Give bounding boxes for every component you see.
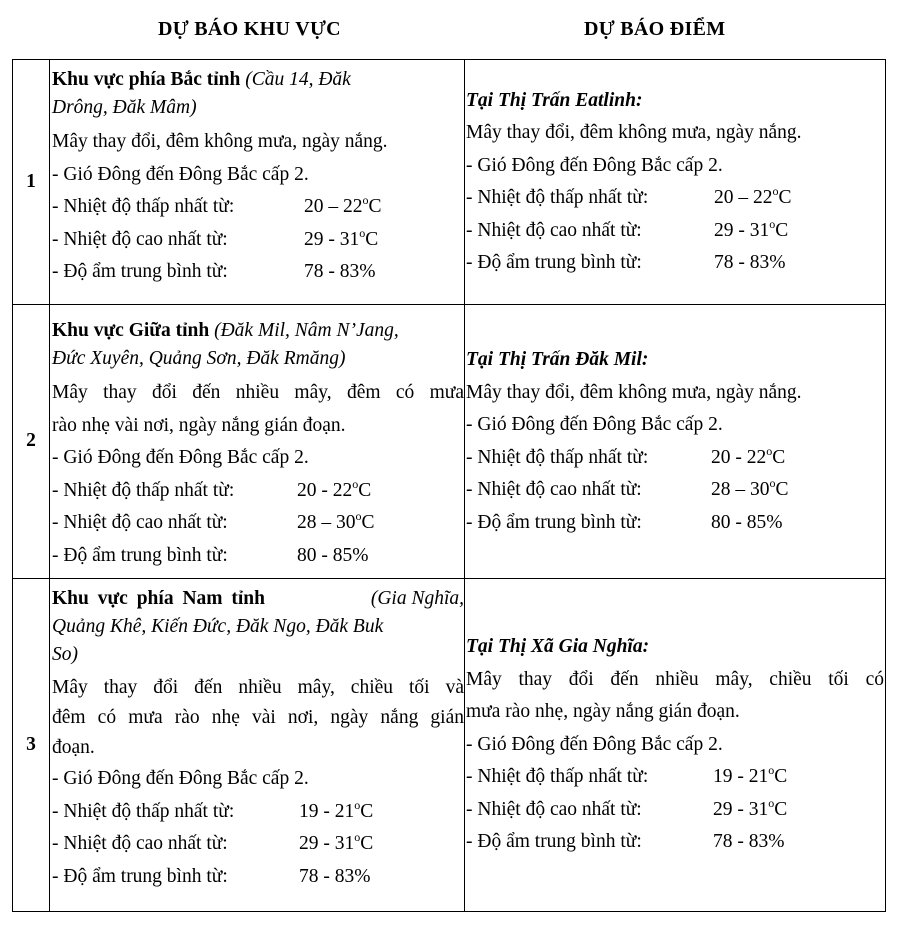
- point-wind: - Gió Đông đến Đông Bắc cấp 2.: [466, 733, 723, 755]
- point-forecast-heading: DỰ BÁO ĐIỂM: [584, 18, 726, 40]
- area-humidity: - Độ ẩm trung bình từ: 80 - 85%: [52, 544, 369, 566]
- point-summary: Mây thay đổi, đêm không mưa, ngày nắng.: [466, 122, 802, 143]
- area-summary: Mây thay đổi đến nhiều mây, chiều tối và: [52, 677, 464, 698]
- row-number: 1: [13, 60, 50, 305]
- area-forecast-cell: [50, 60, 465, 305]
- area-title: [52, 305, 464, 373]
- point-summary: Mây thay đổi đến nhiều mây, chiều tối có: [466, 668, 884, 690]
- forecast-row-3: [13, 579, 886, 912]
- point-min-temp: - Nhiệt độ thấp nhất từ: 19 - 21$^o$C: [466, 763, 788, 788]
- area-summary: Mây thay đổi đến nhiều mây, đêm có mưa: [52, 382, 464, 403]
- row-number: 3: [13, 579, 50, 912]
- area-min-temp: - Nhiệt độ thấp nhất từ: 20 – 22$^o$C: [52, 193, 382, 217]
- area-places-end: So): [52, 644, 78, 665]
- point-forecast-cell: [465, 60, 886, 305]
- area-min-temp: - Nhiệt độ thấp nhất từ: 20 - 22$^o$C: [52, 476, 372, 501]
- area-max-temp: - Nhiệt độ cao nhất từ: 28 – 30$^o$C: [52, 509, 375, 533]
- area-wind: - Gió Đông đến Đông Bắc cấp 2.: [52, 768, 309, 789]
- area-places: (Gia Nghĩa,: [370, 588, 464, 609]
- point-max-temp: - Nhiệt độ cao nhất từ: 29 - 31$^o$C: [466, 216, 789, 241]
- area-title: [52, 579, 464, 669]
- point-humidity: - Độ ẩm trung bình từ: 80 - 85%: [466, 511, 783, 533]
- area-places-cont: Drông, Đăk Mâm): [52, 97, 197, 118]
- point-max-temp: - Nhiệt độ cao nhất từ: 29 - 31$^o$C: [466, 795, 788, 820]
- area-summary-cont: đêm có mưa rào nhẹ vài nơi, ngày nắng gián: [52, 707, 464, 728]
- point-summary-cont: mưa rào nhẹ, ngày nắng gián đoạn.: [466, 701, 740, 723]
- row-number: 2: [13, 305, 50, 579]
- area-title: [52, 60, 464, 122]
- area-max-temp: - Nhiệt độ cao nhất từ: 29 - 31$^o$C: [52, 225, 379, 250]
- area-summary-end: đoạn.: [52, 737, 95, 758]
- area-wind: - Gió Đông đến Đông Bắc cấp 2.: [52, 447, 309, 468]
- point-min-temp: - Nhiệt độ thấp nhất từ: 20 – 22$^o$C: [466, 184, 792, 208]
- point-forecast-cell: [465, 305, 886, 579]
- forecast-row-2: [13, 305, 886, 579]
- area-max-temp: - Nhiệt độ cao nhất từ: 29 - 31$^o$C: [52, 830, 374, 854]
- point-min-temp: - Nhiệt độ thấp nhất từ: 20 - 22$^o$C: [466, 443, 786, 468]
- area-forecast-cell: [50, 305, 465, 579]
- point-wind: - Gió Đông đến Đông Bắc cấp 2.: [466, 154, 723, 176]
- area-name: Khu vực phía Nam tỉnh: [52, 588, 265, 609]
- area-min-temp: - Nhiệt độ thấp nhất từ: 19 - 21$^o$C: [52, 797, 374, 822]
- area-name: Khu vực phía Bắc tỉnh: [52, 69, 241, 90]
- point-forecast-cell: [465, 579, 886, 912]
- area-forecast-cell: [50, 579, 465, 912]
- area-places: (Cầu 14, Đăk: [245, 69, 351, 90]
- point-humidity: - Độ ẩm trung bình từ: 78 - 83%: [466, 252, 786, 273]
- area-places-cont: Đức Xuyên, Quảng Sơn, Đăk Rmăng): [52, 348, 346, 369]
- area-name: Khu vực Giữa tỉnh: [52, 320, 210, 341]
- point-name: Tại Thị Trấn Đăk Mil:: [466, 349, 649, 370]
- area-places: (Đăk Mil, Nâm N’Jang,: [214, 320, 399, 341]
- point-name: Tại Thị Trấn Eatlinh:: [466, 89, 643, 111]
- point-wind: - Gió Đông đến Đông Bắc cấp 2.: [466, 414, 723, 435]
- area-places-cont: Quảng Khê, Kiến Đức, Đăk Ngo, Đăk Buk: [52, 616, 384, 637]
- area-summary-cont: rào nhẹ vài nơi, ngày nắng gián đoạn.: [52, 414, 346, 436]
- area-humidity: - Độ ẩm trung bình từ: 78 - 83%: [52, 261, 376, 282]
- area-forecast-heading: DỰ BÁO KHU VỰC: [158, 18, 341, 40]
- point-max-temp: - Nhiệt độ cao nhất từ: 28 – 30$^o$C: [466, 476, 789, 500]
- area-wind: - Gió Đông đến Đông Bắc cấp 2.: [52, 163, 309, 185]
- area-humidity: - Độ ẩm trung bình từ: 78 - 83%: [52, 865, 371, 887]
- forecast-row-1: [13, 60, 886, 305]
- point-summary: Mây thay đổi, đêm không mưa, ngày nắng.: [466, 381, 802, 403]
- point-name: Tại Thị Xã Gia Nghĩa:: [466, 636, 650, 658]
- area-summary: Mây thay đổi, đêm không mưa, ngày nắng.: [52, 131, 388, 152]
- point-humidity: - Độ ẩm trung bình từ: 78 - 83%: [466, 831, 785, 853]
- forecast-table: [12, 59, 886, 912]
